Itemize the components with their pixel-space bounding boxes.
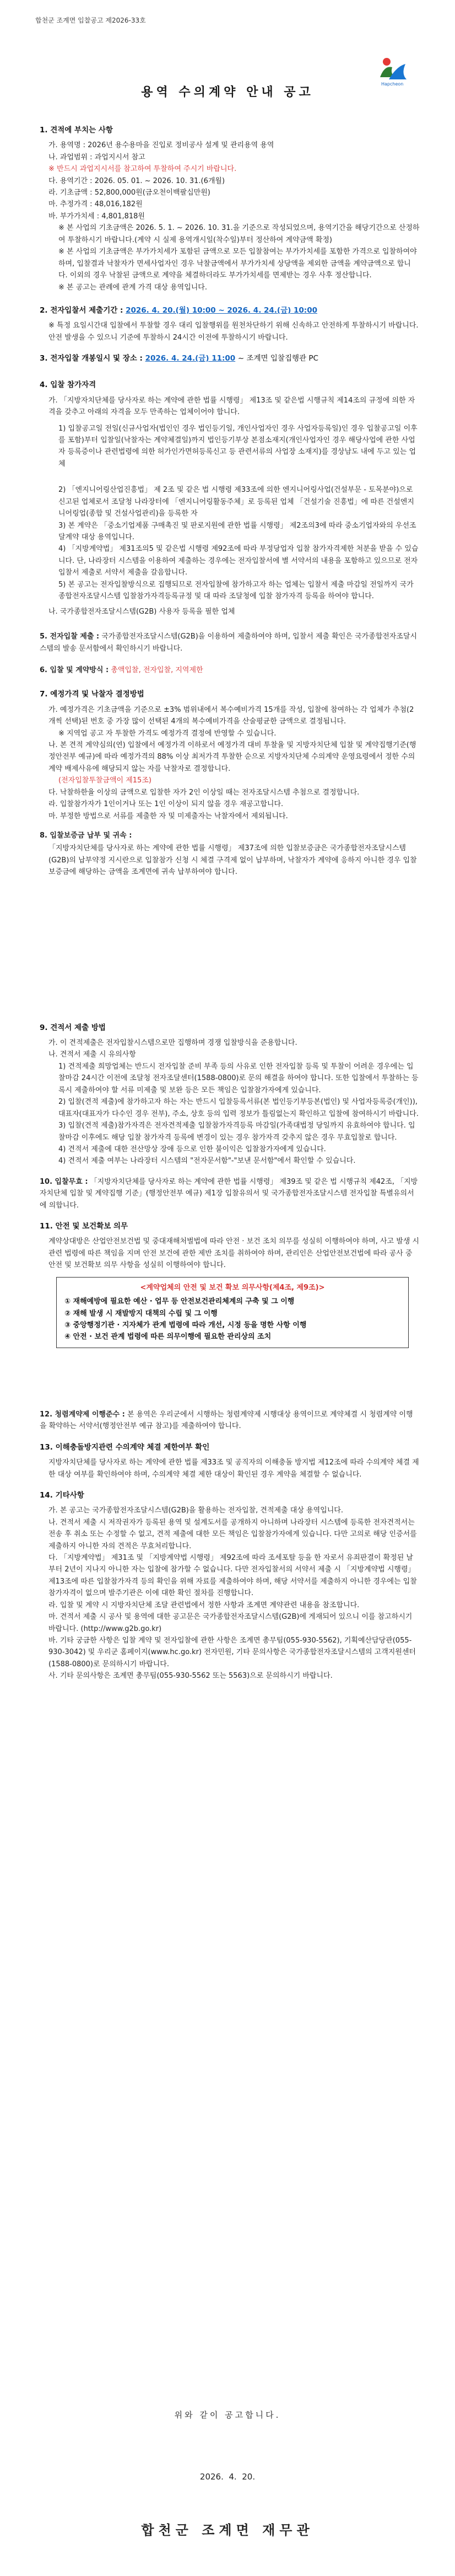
price-na-note: (전자입찰투찰금액이 제15조) <box>58 776 151 785</box>
section-4 <box>40 379 420 618</box>
opening-date: 2026. 4. 24.(금) 11:00 <box>145 354 236 363</box>
section-6-line <box>40 664 420 676</box>
safety-text: 계약상대방은 산업안전보건법 및 중대재해처벌법에 따라 안전 · 보건 조치 의무를 성실히 이행하여야 하며, 사고 발생 시 관련 법령에 따른 책임을 지며 안전 보건에 관한 제반 조치를 취하여야 하며, 관리인은 산업안전보건법에 따라 공사 중 안전 및 보건확보 의무 사항을 성실히 이행하여야 합니다. <box>48 1237 420 1270</box>
safety-item: ② 재해 발생 시 재발방지 대책의 수립 및 그 이행 <box>64 1309 218 1318</box>
section-3-line <box>40 352 420 364</box>
bid-note-4: 4) 견적서 제출에 대한 전산망상 장애 등으로 인한 불이익은 입찰참가자에게 있습니다. <box>58 1145 326 1153</box>
misc-ga: 가. 본 공고는 국가종합전자조달시스템(G2B)을 활용하는 전자입찰, 견적제출 대상 용역입니다. <box>48 1506 343 1515</box>
vat: 바. 부가가치세 : 4,801,818원 <box>48 212 145 221</box>
section-3-title: 3. 전자입찰 개봉일시 및 장소 : <box>40 354 143 363</box>
notice-body <box>40 124 420 1682</box>
section-2-line <box>40 304 420 316</box>
section-5-line <box>40 631 420 654</box>
bid-note-2: 2) 입찰(견적 제출)에 참가하고자 하는 자는 반드시 입찰등록서류(본 법인등기부등본(법인) 및 사업자등록증(개인)), 대표자(대표자가 다수인 경우 전부), 주소, 상호 등의 입력 정보가 틀림없는지 확인하고 입찰에 참여하시기 바랍니다. <box>58 1098 419 1118</box>
note-3: ※ 본 공고는 관례에 관계 가격 대상 용역입니다. <box>58 283 207 292</box>
safety-item: ④ 안전 · 보건 관계 법령에 따른 의무이행에 필요한 관리상의 조치 <box>64 1333 272 1341</box>
safety-obligations-box <box>56 1277 409 1348</box>
section-10-line <box>40 1176 420 1211</box>
section-10 <box>40 1176 420 1211</box>
base-amount: 라. 기초금액 : 52,800,000원(금오천이백팔십만원) <box>48 189 210 197</box>
service-name: 가. 용역명 : 2026년 용수용마을 진입로 정비공사 설계 및 관리용역 용역 <box>48 141 274 150</box>
section-12 <box>40 1409 420 1432</box>
price-ga-note: ※ 지역업 공고 자 투찰한 가격도 예정가격 결정에 반영할 수 있습니다. <box>58 729 277 738</box>
safety-item: ① 재해예방에 필요한 예산 · 업무 등 안전보건관리체계의 구축 및 그 이행 <box>64 1297 295 1306</box>
misc-ba: 바. 기타 궁금한 사항은 입찰 계약 및 전자입찰에 관한 사항은 조계면 총무팀(055-930-5562), 기획예산담당관(055-930-3042) 및 우리군 홈페이지(www.hc.go.kr) 전자민원, 기타 문의사항은 국가종합전자조달시스템의 고객지원센터(1588-0800)로 문의하시기 바랍니다. <box>48 1636 416 1668</box>
safety-box-title: <계약업체의 안전 및 보건 확보 의무사항(제4조, 제9조)> <box>140 1283 325 1292</box>
bid-note-3: 3) 입찰(견적 제출)참가자격은 전자견적제출 입찰참가자격등록 마감일(가족대법정 당일까지 유효하여야 합니다. 입찰마감 이후에도 해당 입찰 참가자격 등록에 변경이 있는 경우 참가자격 갖추지 않은 경우 무효입찰로 합니다. <box>58 1121 415 1142</box>
section-5-title: 5. 전자입찰 제출 : <box>40 632 100 641</box>
section-5 <box>40 631 420 654</box>
page-title: 용역 수의계약 안내 공고 <box>141 85 314 99</box>
section-11 <box>40 1220 420 1348</box>
scope-note: ※ 반드시 과업지시서를 참고하여 투찰하여 주시기 바랍니다. <box>48 165 237 174</box>
section-10-title: 10. 입찰무효 : <box>40 1177 88 1186</box>
section-3 <box>40 352 420 364</box>
qualification-2: 2) 「엔지니어링산업진흥법」 제 2조 및 같은 법 시행령 제33조에 의한 엔지니어링사업(건설부문 - 토목분야)으로 신고된 업체로서 조달청 나라장터에 「엔지니어링활동주체」로 등록된 업체 「건설기술 진흥법」에 따른 건설엔지니어링업(종합 및 건설사업관리)을 등록한 자 <box>58 486 414 518</box>
misc-ma: 마. 견적서 제출 시 공사 및 용역에 대한 공고문은 국가종합전자조달시스템(G2B)에 게재되어 있으니 이를 참고하시기 바랍니다. (http://www.g2b.go.kr) <box>48 1613 413 1633</box>
issuer: 합천군 조계면 재무관 <box>141 2523 314 2538</box>
section-9-title: 9. 견적서 제출 방법 <box>40 1023 106 1032</box>
section-7-title: 7. 예정가격 및 낙찰자 결정방법 <box>40 690 144 699</box>
period: 다. 용역기간 : 2026. 05. 01. ~ 2026. 10. 31.(6개월) <box>48 176 225 185</box>
section-1 <box>40 124 420 293</box>
price-ma: 마. 부정한 방법으로 서류를 제출한 자 및 미제출자는 낙찰자에서 제외됩니다. <box>48 812 288 820</box>
bid-note-5: 4) 견적서 제출 여부는 나라장터 시스템의 "전자문서함"-"보낸 문서함"에서 확인할 수 있습니다. <box>58 1157 356 1166</box>
section-2-title: 2. 전자입찰서 제출기간 : <box>40 305 123 315</box>
section-11-title: 11. 안전 및 보건확보 의무 <box>40 1222 128 1231</box>
submission-period: 2026. 4. 20.(월) 10:00 ~ 2026. 4. 24.(금) 10:00 <box>126 305 317 315</box>
opening-place: ~ 조계면 입찰집행관 PC <box>237 354 318 363</box>
section-8-text: 「지방자치단체를 당사자로 하는 계약에 관한 법률 시행령」 제37조에 의한 입찰보증금은 국가종합전자조달시스템(G2B)의 납부약정 지시란으로 입찰참가 신청 시 체결 구격제 없이 납부하며, 낙찰자가 계약에 응하지 아니한 경우 입찰보증금에 해당하는 금액을 조계면에 귀속 납부하여야 합니다. <box>48 844 417 877</box>
section-12-line <box>40 1409 420 1432</box>
section-7 <box>40 688 420 822</box>
section-5-text: 국가종합전자조달시스템(G2B)을 이용하여 제출하여야 하며, 입찰서 제출 확인은 국가종합전자조달시스템의 발송 문서함에서 확인하시기 바랍니다. <box>40 632 418 653</box>
qualification-1: 1) 입찰공고일 전일(신규사업자(법인인 경우 법인등기일, 개인사업자인 경우 사업자등록일)인 경우 입찰공고일 이후를 포함)부터 입찰일(낙찰자는 계약체결일)까지 법인등기부상 본점소재지(개인사업자인 경우 해당사업에 관한 사업자 등록증이나 관련법령에 의한 허가인가면허등록신고 등 관련서류의 사업장 소재지)를 경상남도 내에 두고 있는 업체 <box>58 424 418 468</box>
section-4-title: 4. 입찰 참가자격 <box>40 380 96 390</box>
closing-statement: 위와 같이 공고합니다. <box>174 2410 281 2420</box>
misc-ra: 라. 입찰 및 계약 시 지방자치단체 조달 관련법에서 정한 사항과 조계면 계약관련 내용을 참조합니다. <box>48 1601 360 1609</box>
misc-sa: 사. 기타 문의사항은 조계면 총무팀(055-930-5562 또는 5563)으로 문의하시기 바랍니다. <box>48 1672 333 1681</box>
section-13-title: 13. 이해충돌방지관련 수의계약 체결 제한여부 확인 <box>40 1442 210 1452</box>
bid-note-1: 1) 견적제출 희망업체는 반드시 전자입찰 준비 부족 등의 사유로 인한 전자입찰 등록 및 투찰이 어려운 경우에는 입찰마감 24시간 이전에 조달청 전자조달센터(1588-0800)로 문의 해결을 하여야 합니다. 또한 입찰에서 투찰하는 등록시 제출하여야 할 서류 미제출 및 보완 등은 모든 책임은 입찰참가자에게 있습니다. <box>58 1062 419 1094</box>
misc-na: 나. 견적서 제출 시 저작권자가 등록된 용역 및 설계도서를 공개하지 아니하며 나라장터 시스템에 등록한 전자견적서는 전송 후 취소 또는 수정할 수 없고, 견적 제출에 대한 모든 책임은 입찰참가자에게 있습니다. 다만 고의로 해당 인증서를 제출하지 아니한 자의 견적은 무효처리합니다. <box>48 1518 417 1550</box>
note-1: ※ 본 사업의 기초금액은 2026. 5. 1. ~ 2026. 10. 31.을 기준으로 작성되었으며, 용역기간을 해당기간으로 산정하여 투찰하시기 바랍니다.(계약 시 실제 용역개시일(착수일)부터 정산하여 계약금액 확정) <box>58 224 420 244</box>
price-da: 다. 낙찰하한율 이상의 금액으로 입찰한 자가 2인 이상일 때는 전자조달시스템 추첨으로 결정합니다. <box>48 788 360 797</box>
price-ga: 가. 예정가격은 기초금액을 기준으로 ±3% 범위내에서 복수예비가격 15개를 작성, 입찰에 참여하는 각 업체가 추첨(2개씩 선택)된 번호 중 가장 많이 선택된 4개의 복수예비가격을 산술평균한 금액으로 결정됩니다. <box>48 705 414 726</box>
section-13-text: 지방자치단체를 당사자로 하는 계약에 관한 법률 제33조 및 공직자의 이해충돌 방지법 제12조에 따라 수의계약 체결 제한 대상 여부를 확인하여야 하며, 수의계약 체결 제한 대상이 확인된 경우 계약을 체결할 수 없습니다. <box>48 1458 419 1479</box>
section-10-text: 「지방자치단체를 당사자로 하는 계약에 관한 법률 시행령」 제39조 및 같은 법 시행규칙 제42조, 「지방자치단체 입찰 및 계약집행 기준」(행정안전부 예규) 제1장 입찰유의서 및 국가종합전자조달시스템 전자입찰 특별유의서에 의합니다. <box>40 1177 418 1210</box>
bid-na: 나. 견적서 제출 시 유의사항 <box>48 1050 136 1059</box>
misc-da: 다. 「지방계약법」 제31조 및 「지방계약법 시행령」 제92조에 따라 조세포탈 등을 한 자로서 유죄판결이 확정된 날부터 2년이 지나지 아니한 자는 입찰에 참가할 수 없습니다. 다만 전자입찰서의 서약서 제출 시 「지방계약법 시행령」 제13조에 따른 입찰참가자격 등의 확인을 위해 자료를 제출하여야 하며, 해당 서약서를 제출하지 아니한 경우에는 입찰참가자격이 없으며 발주기관은 이에 대한 확인 절차를 진행합니다. <box>48 1553 417 1598</box>
qualification-ga: 가. 「지방자치단체를 당사자로 하는 계약에 관한 법률 시행령」 제13조 및 같은법 시행규칙 제14조의 규정에 의한 자격을 갖추고 아래의 자격을 모두 만족하는 업체이어야 합니다. <box>48 396 415 417</box>
section-8-title: 8. 입찰보증금 납부 및 귀속 : <box>40 831 132 840</box>
bid-ga: 가. 이 견적제출은 전자입찰시스템으로만 집행하며 경쟁 입찰방식을 준용합니다. <box>48 1039 297 1048</box>
section-12-text: 본 용역은 우리군에서 시행하는 청렴계약제 시행대상 용역이므로 계약체결 시 청렴계약 이행을 확약하는 서약서(행정안전부 예규 참고)를 제출하여야 합니다. <box>40 1410 413 1431</box>
qualification-5: 5) 본 공고는 전자입찰방식으로 집행되므로 전자입찰에 참가하고자 하는 업체는 입찰서 제출 마감일 전일까지 국가종합전자조달시스템 입찰참가자격등록규정 및 대 따라 조달청에 입찰 참가자격 등록을 하여야 합니다. <box>58 580 414 601</box>
section-14 <box>40 1489 420 1682</box>
section-1-title: 1. 견적에 부치는 사항 <box>40 126 113 135</box>
submission-note: ※ 특정 요일시간대 입찰에서 투찰할 경우 대리 입찰행위를 원천차단하기 위해 신속하고 안전하게 투찰하시기 바랍니다. 안전 발생을 수 있으니 기준에 투찰하시 24시간 이전에 투찰하시기 바랍니다. <box>48 321 419 342</box>
section-13 <box>40 1441 420 1480</box>
logo-text: Hapcheon <box>381 82 404 87</box>
section-6-title: 6. 입찰 및 계약방식 : <box>40 666 109 674</box>
document-number: 합천군 조계면 입찰공고 제2026-33호 <box>35 17 146 24</box>
qualification-4: 4) 「지방계약법」 제31조의5 및 같은법 시행령 제92조에 따라 부정당업자 입찰 참가자격제한 처분을 받을 수 있습니다. 단, 나라장터 시스템을 이용하여 제출하는 경우에는 전자입찰서에 별 서약서의 내용을 포함하고 있으므로 전자입찰서 제출로 서약서 제출을 갈음합니다. <box>58 545 419 577</box>
section-12-title: 12. 청렴계약제 이행준수 : <box>40 1410 125 1419</box>
estimated-price: 마. 추정가격 : 48,016,182원 <box>48 200 143 209</box>
safety-item: ③ 중앙행정기관 · 지자체가 관계 법령에 따라 개선, 시정 등을 명한 사항 이행 <box>64 1321 307 1330</box>
qualification-na: 나. 국가종합전자조달시스템(G2B) 사용자 등록을 필한 업체 <box>48 607 235 616</box>
notice-date: 2026. 4. 20. <box>199 2472 256 2482</box>
section-2 <box>40 304 420 344</box>
contract-method: 총액입찰, 전자입찰, 지역제한 <box>111 666 203 674</box>
qualification-3: 3) 본 계약은 「중소기업제품 구매촉진 및 판로지원에 관한 법률 시행령」 제2조의3에 따라 중소기업자와의 우선조달계약 대상 용역입니다. <box>58 521 416 541</box>
price-ra: 라. 입찰참가자가 1인이거나 또는 1인 이상이 되지 않을 경우 재공고합니다. <box>48 800 284 809</box>
section-14-title: 14. 기타사항 <box>40 1490 84 1500</box>
note-2: ※ 본 사업의 기초금액은 부가가치세가 포함된 금액으로 모든 입찰참여는 부가가치세를 포함한 가격으로 입찰하여야 하며, 입찰결과 낙찰자가 면세사업자인 경우 낙찰금액에서 부가가치세 상당액을 제외한 금액을 계약금액으로 합니다. 이외의 경우 낙찰된 금액으로 계약을 체결하더라도 부가가치세를 면제받는 경우 사후 정산합니다. <box>58 248 417 280</box>
section-8-line <box>40 830 420 841</box>
scope: 나. 과업범위 : 과업지시서 참고 <box>48 153 145 162</box>
price-na: 나. 본 견적 계약심의(연) 입찰에서 예정가격 이하로서 예정가격 대비 투찰율 및 지방자치단체 입찰 및 계약집행기준(행정안전부 예규)에 따라 예정가격의 88% 이상 최저가격 투찰한 순으로 지방자치단체 수의계약 운영요령에서 정한 수의계약 배제사유에 해당되지 않는 자를 낙찰자로 결정합니다. <box>48 740 416 773</box>
section-6 <box>40 664 420 676</box>
section-8 <box>40 830 420 878</box>
section-9 <box>40 1022 420 1167</box>
